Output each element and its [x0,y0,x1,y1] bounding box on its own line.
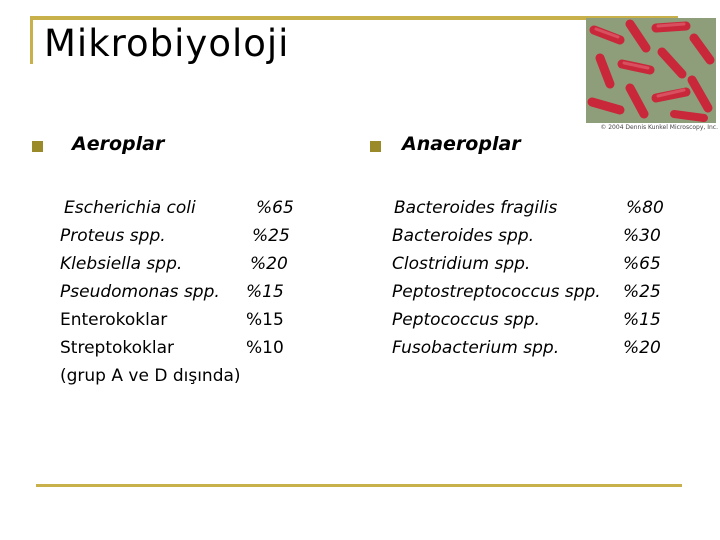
percentage: %65 [256,198,294,218]
top-rule [30,16,678,20]
aerobes-heading: Aeroplar [72,133,165,155]
percentage: %10 [246,338,284,358]
percentage: %30 [623,226,661,246]
page-title: Mikrobiyoloji [44,22,290,65]
photo-credit: © 2004 Dennis Kunkel Microscopy, Inc. [600,124,718,131]
organism-name: Streptokoklar [60,338,175,358]
percentage: %15 [246,310,284,330]
list-item [60,278,320,306]
percentage: %65 [623,254,661,274]
organism-name: Fusobacterium spp. [392,338,560,358]
organism-name: Klebsiella spp. [60,254,183,274]
percentage: %20 [623,338,661,358]
organism-name: Enterokoklar [60,310,168,330]
list-item [392,334,682,362]
bacteria-photo [586,18,716,123]
bottom-rule [36,484,682,487]
list-item [60,334,320,362]
organism-name: Pseudomonas spp. [60,282,220,302]
list-item [392,222,682,250]
list-item [392,250,682,278]
left-rule [30,16,33,64]
list-item [392,306,682,334]
list-item [392,278,682,306]
aerobes-note: (grup A ve D dışında) [60,366,241,386]
aerobes-list [60,194,320,362]
list-item [392,194,682,222]
list-item [60,250,320,278]
percentage: %80 [626,198,664,218]
anaerobes-list [392,194,682,362]
percentage: %25 [252,226,290,246]
organism-name: Peptococcus spp. [392,310,540,330]
percentage: %15 [246,282,284,302]
percentage: %25 [623,282,661,302]
organism-name: Bacteroides fragilis [394,198,558,218]
percentage: %20 [250,254,288,274]
bullet-icon [32,141,43,152]
anaerobes-heading: Anaeroplar [402,133,521,155]
list-item [60,222,320,250]
organism-name: Peptostreptococcus spp. [392,282,601,302]
percentage: %15 [623,310,661,330]
organism-name: Bacteroides spp. [392,226,535,246]
bullet-icon [370,141,381,152]
list-item [60,306,320,334]
organism-name: Escherichia coli [64,198,196,218]
organism-name: Clostridium spp. [392,254,531,274]
organism-name: Proteus spp. [60,226,166,246]
bacteria-image [586,18,716,123]
list-item [60,194,320,222]
